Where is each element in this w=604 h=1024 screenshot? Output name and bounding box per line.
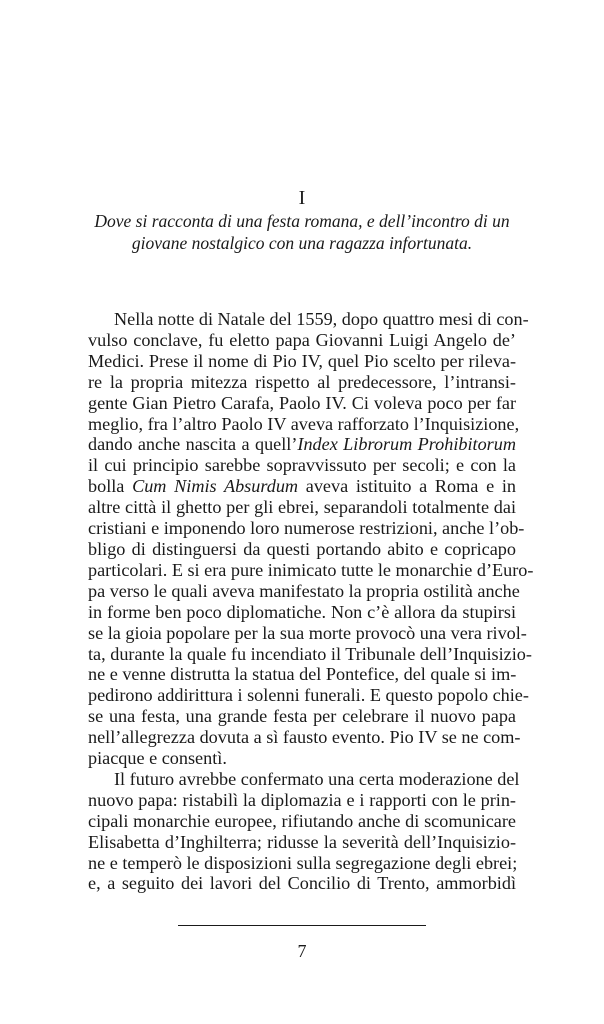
body-text [88,309,534,894]
text-line: particolari. E si era pure inimicato tutte le monarchie d’Euro- [88,559,534,580]
text-line: piacque e consentì. [88,748,227,769]
text-line: vulso conclave, fu eletto papa Giovanni Luigi Angelo de’ [88,329,516,350]
chapter-number: I [298,187,306,209]
text-line: ne e temperò le disposizioni sulla segregazione degli ebrei; [88,852,518,873]
text-line: meglio, fra l’altro Paolo IV aveva rafforzato l’Inquisizione, [88,413,520,434]
chapter-subtitle [88,210,516,254]
text-line: Medici. Prese il nome di Pio IV, quel Pio scelto per rileva- [88,350,516,371]
text-line: Nella notte di Natale del 1559, dopo quattro mesi di con- [114,309,529,329]
text-line: cristiani e imponendo loro numerose restrizioni, anche l’ob- [88,518,525,539]
text-line: se la gioia popolare per la sua morte provocò una vera rivol- [88,622,527,643]
paragraph [88,768,520,894]
text-line: dando anche nascita a quell’Index Librorum Prohibitorum [88,434,516,455]
text-line: ta, durante la quale fu incendiato il Tribunale dell’Inquisizio- [88,643,532,664]
paragraph [88,309,534,769]
text-line: bolla Cum Nimis Absurdum aveva istituito a Roma e in [88,476,516,497]
italic-title: Index Librorum Prohibitorum [297,434,516,455]
page-number: 7 [297,941,307,961]
text-line: in forme ben poco diplomatiche. Non c’è allora da stupirsi [88,601,516,622]
text-line: nuovo papa: ristabilì la diplomazia e i rapporti con le prin- [88,789,516,810]
text-line: re la propria mitezza rispetto al predecessore, l’intransi- [88,371,516,392]
text-line: il cui principio sarebbe sopravvissuto per secoli; e con la [88,455,516,476]
chapter-subtitle-line: Dove si racconta di una festa romana, e dell’incontro di un [94,211,510,231]
text-line: Elisabetta d’Inghilterra; ridusse la severità dell’Inquisizio- [88,831,516,852]
text-line: ne e venne distrutta la statua del Pontefice, del quale si im- [88,664,517,685]
text-line: cipali monarchie europee, rifiutando anche di scomunicare [88,810,516,831]
chapter-subtitle-line: giovane nostalgico con una ragazza infortunata. [131,233,473,253]
text-line: pedirono addirittura i solenni funerali. E questo popolo chie- [88,685,529,706]
text-line: altre città il ghetto per gli ebrei, separandoli totalmente dai [88,497,516,518]
text-line: se una festa, una grande festa per celebrare il nuovo papa [88,706,516,727]
text-line: pa verso le quali aveva manifestato la propria ostilità anche [88,580,520,601]
text-line: nell’allegrezza dovuta a sì fausto evento. Pio IV se ne com- [88,727,521,748]
text-line: bligo di distinguersi da questi portando abito e copricapo [88,538,516,559]
footer-rule [178,925,426,926]
text-line: e, a seguito dei lavori del Concilio di Trento, ammorbidì [88,873,516,894]
text-line: Il futuro avrebbe confermato una certa moderazione del [114,768,520,789]
italic-title: Cum Nimis Absurdum [132,476,299,497]
text-line: gente Gian Pietro Carafa, Paolo IV. Ci voleva poco per far [88,392,516,413]
